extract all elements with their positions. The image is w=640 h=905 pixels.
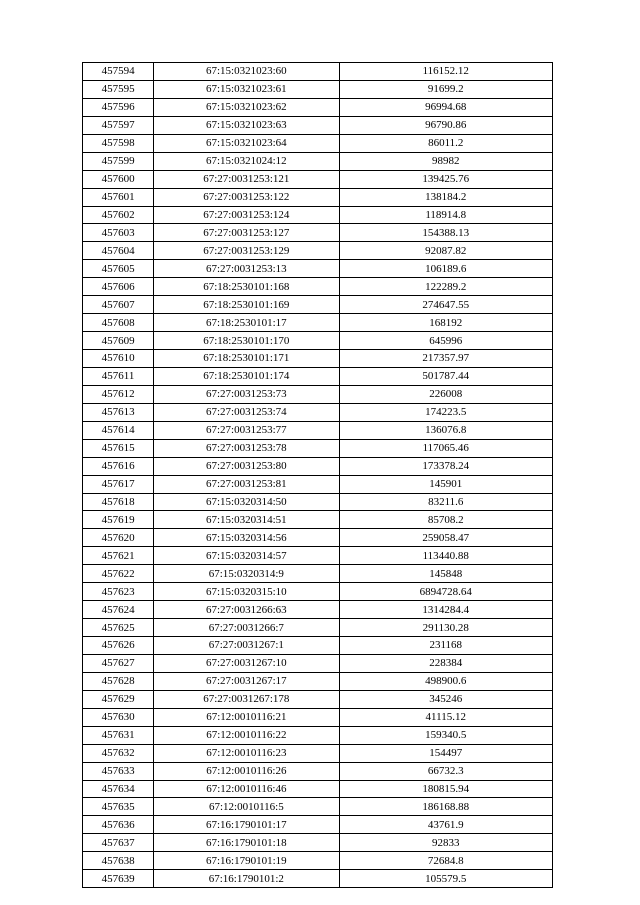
cadastral-number-cell: 67:16:1790101:2	[154, 870, 339, 888]
cadastral-number-cell: 67:16:1790101:18	[154, 834, 339, 852]
table-row	[83, 529, 553, 547]
cadastral-number-cell: 67:27:0031267:1	[154, 637, 339, 655]
row-id-cell: 457638	[83, 852, 154, 870]
cadastral-number-cell: 67:27:0031253:121	[154, 170, 339, 188]
row-id-cell: 457628	[83, 672, 154, 690]
cadastral-number-cell: 67:15:0320314:9	[154, 565, 339, 583]
cadastral-number-cell: 67:15:0321023:64	[154, 134, 339, 152]
table-body	[83, 63, 553, 888]
value-cell: 274647.55	[339, 296, 552, 314]
cadastral-number-cell: 67:27:0031253:80	[154, 457, 339, 475]
row-id-cell: 457604	[83, 242, 154, 260]
cadastral-number-cell: 67:15:0320314:56	[154, 529, 339, 547]
row-id-cell: 457631	[83, 726, 154, 744]
cadastral-number-cell: 67:12:0010116:26	[154, 762, 339, 780]
table-row	[83, 385, 553, 403]
value-cell: 259058.47	[339, 529, 552, 547]
table-row	[83, 170, 553, 188]
table-row	[83, 672, 553, 690]
value-cell: 226008	[339, 385, 552, 403]
value-cell: 345246	[339, 690, 552, 708]
value-cell: 96790.86	[339, 116, 552, 134]
table-row	[83, 367, 553, 385]
cadastral-number-cell: 67:27:0031253:73	[154, 385, 339, 403]
cadastral-number-cell: 67:16:1790101:19	[154, 852, 339, 870]
value-cell: 118914.8	[339, 206, 552, 224]
row-id-cell: 457639	[83, 870, 154, 888]
cadastral-number-cell: 67:15:0320314:50	[154, 493, 339, 511]
row-id-cell: 457622	[83, 565, 154, 583]
row-id-cell: 457599	[83, 152, 154, 170]
data-table	[82, 62, 553, 888]
row-id-cell: 457624	[83, 601, 154, 619]
value-cell: 92087.82	[339, 242, 552, 260]
table-row	[83, 152, 553, 170]
cadastral-number-cell: 67:27:0031253:74	[154, 403, 339, 421]
table-row	[83, 350, 553, 368]
cadastral-number-cell: 67:15:0321023:61	[154, 80, 339, 98]
value-cell: 106189.6	[339, 260, 552, 278]
cadastral-number-cell: 67:27:0031253:13	[154, 260, 339, 278]
table-row	[83, 188, 553, 206]
cadastral-number-cell: 67:27:0031266:63	[154, 601, 339, 619]
cadastral-number-cell: 67:15:0321024:12	[154, 152, 339, 170]
cadastral-number-cell: 67:18:2530101:168	[154, 278, 339, 296]
row-id-cell: 457629	[83, 690, 154, 708]
table-row	[83, 314, 553, 332]
table-row	[83, 583, 553, 601]
row-id-cell: 457611	[83, 367, 154, 385]
cadastral-number-cell: 67:18:2530101:174	[154, 367, 339, 385]
row-id-cell: 457626	[83, 637, 154, 655]
table-row	[83, 726, 553, 744]
row-id-cell: 457595	[83, 80, 154, 98]
table-row	[83, 511, 553, 529]
value-cell: 138184.2	[339, 188, 552, 206]
cadastral-number-cell: 67:27:0031253:129	[154, 242, 339, 260]
value-cell: 6894728.64	[339, 583, 552, 601]
value-cell: 231168	[339, 637, 552, 655]
cadastral-number-cell: 67:12:0010116:46	[154, 780, 339, 798]
row-id-cell: 457610	[83, 350, 154, 368]
value-cell: 136076.8	[339, 421, 552, 439]
value-cell: 43761.9	[339, 816, 552, 834]
cadastral-number-cell: 67:27:0031267:17	[154, 672, 339, 690]
row-id-cell: 457623	[83, 583, 154, 601]
value-cell: 228384	[339, 654, 552, 672]
cadastral-number-cell: 67:27:0031253:124	[154, 206, 339, 224]
value-cell: 174223.5	[339, 403, 552, 421]
table-row	[83, 637, 553, 655]
row-id-cell: 457608	[83, 314, 154, 332]
value-cell: 154388.13	[339, 224, 552, 242]
cadastral-number-cell: 67:27:0031253:78	[154, 439, 339, 457]
cadastral-number-cell: 67:15:0320315:10	[154, 583, 339, 601]
cadastral-number-cell: 67:12:0010116:22	[154, 726, 339, 744]
value-cell: 173378.24	[339, 457, 552, 475]
row-id-cell: 457596	[83, 98, 154, 116]
cadastral-number-cell: 67:15:0321023:60	[154, 63, 339, 81]
table-row	[83, 493, 553, 511]
table-row	[83, 654, 553, 672]
row-id-cell: 457632	[83, 744, 154, 762]
row-id-cell: 457609	[83, 332, 154, 350]
table-row	[83, 457, 553, 475]
value-cell: 96994.68	[339, 98, 552, 116]
row-id-cell: 457635	[83, 798, 154, 816]
row-id-cell: 457617	[83, 475, 154, 493]
row-id-cell: 457597	[83, 116, 154, 134]
row-id-cell: 457598	[83, 134, 154, 152]
table-row	[83, 278, 553, 296]
value-cell: 145848	[339, 565, 552, 583]
value-cell: 180815.94	[339, 780, 552, 798]
value-cell: 501787.44	[339, 367, 552, 385]
value-cell: 186168.88	[339, 798, 552, 816]
row-id-cell: 457602	[83, 206, 154, 224]
value-cell: 498900.6	[339, 672, 552, 690]
row-id-cell: 457603	[83, 224, 154, 242]
cadastral-number-cell: 67:27:0031253:81	[154, 475, 339, 493]
table-row	[83, 547, 553, 565]
cadastral-number-cell: 67:18:2530101:171	[154, 350, 339, 368]
value-cell: 159340.5	[339, 726, 552, 744]
cadastral-number-cell: 67:15:0320314:51	[154, 511, 339, 529]
cadastral-number-cell: 67:12:0010116:5	[154, 798, 339, 816]
value-cell: 83211.6	[339, 493, 552, 511]
table-row	[83, 80, 553, 98]
cadastral-number-cell: 67:18:2530101:17	[154, 314, 339, 332]
table-row	[83, 116, 553, 134]
table-row	[83, 98, 553, 116]
cadastral-number-cell: 67:18:2530101:169	[154, 296, 339, 314]
row-id-cell: 457620	[83, 529, 154, 547]
value-cell: 85708.2	[339, 511, 552, 529]
value-cell: 122289.2	[339, 278, 552, 296]
row-id-cell: 457625	[83, 619, 154, 637]
table-row	[83, 421, 553, 439]
table-row	[83, 475, 553, 493]
value-cell: 168192	[339, 314, 552, 332]
table-row	[83, 762, 553, 780]
cadastral-number-cell: 67:12:0010116:23	[154, 744, 339, 762]
row-id-cell: 457636	[83, 816, 154, 834]
table-row	[83, 798, 553, 816]
cadastral-number-cell: 67:12:0010116:21	[154, 708, 339, 726]
table-row	[83, 852, 553, 870]
value-cell: 139425.76	[339, 170, 552, 188]
table-row	[83, 744, 553, 762]
row-id-cell: 457637	[83, 834, 154, 852]
row-id-cell: 457605	[83, 260, 154, 278]
table-row	[83, 690, 553, 708]
cadastral-number-cell: 67:16:1790101:17	[154, 816, 339, 834]
value-cell: 92833	[339, 834, 552, 852]
cadastral-number-cell: 67:27:0031266:7	[154, 619, 339, 637]
value-cell: 66732.3	[339, 762, 552, 780]
table-row	[83, 708, 553, 726]
value-cell: 72684.8	[339, 852, 552, 870]
row-id-cell: 457616	[83, 457, 154, 475]
table-row	[83, 206, 553, 224]
row-id-cell: 457600	[83, 170, 154, 188]
value-cell: 98982	[339, 152, 552, 170]
row-id-cell: 457607	[83, 296, 154, 314]
cadastral-number-cell: 67:27:0031253:122	[154, 188, 339, 206]
cadastral-number-cell: 67:15:0320314:57	[154, 547, 339, 565]
row-id-cell: 457615	[83, 439, 154, 457]
row-id-cell: 457633	[83, 762, 154, 780]
value-cell: 117065.46	[339, 439, 552, 457]
table-row	[83, 870, 553, 888]
table-row	[83, 296, 553, 314]
value-cell: 291130.28	[339, 619, 552, 637]
value-cell: 217357.97	[339, 350, 552, 368]
value-cell: 1314284.4	[339, 601, 552, 619]
table-row	[83, 780, 553, 798]
table-row	[83, 224, 553, 242]
value-cell: 116152.12	[339, 63, 552, 81]
table-row	[83, 260, 553, 278]
row-id-cell: 457627	[83, 654, 154, 672]
table-row	[83, 565, 553, 583]
row-id-cell: 457594	[83, 63, 154, 81]
row-id-cell: 457621	[83, 547, 154, 565]
cadastral-number-cell: 67:27:0031253:77	[154, 421, 339, 439]
cadastral-number-cell: 67:27:0031267:178	[154, 690, 339, 708]
value-cell: 645996	[339, 332, 552, 350]
row-id-cell: 457601	[83, 188, 154, 206]
value-cell: 41115.12	[339, 708, 552, 726]
row-id-cell: 457618	[83, 493, 154, 511]
table-row	[83, 816, 553, 834]
row-id-cell: 457634	[83, 780, 154, 798]
table-row	[83, 619, 553, 637]
row-id-cell: 457619	[83, 511, 154, 529]
table-row	[83, 242, 553, 260]
table-row	[83, 63, 553, 81]
value-cell: 154497	[339, 744, 552, 762]
table-row	[83, 332, 553, 350]
row-id-cell: 457630	[83, 708, 154, 726]
row-id-cell: 457606	[83, 278, 154, 296]
cadastral-number-cell: 67:27:0031253:127	[154, 224, 339, 242]
value-cell: 105579.5	[339, 870, 552, 888]
table-row	[83, 834, 553, 852]
value-cell: 113440.88	[339, 547, 552, 565]
value-cell: 91699.2	[339, 80, 552, 98]
value-cell: 145901	[339, 475, 552, 493]
row-id-cell: 457613	[83, 403, 154, 421]
cadastral-number-cell: 67:15:0321023:63	[154, 116, 339, 134]
table-row	[83, 403, 553, 421]
row-id-cell: 457612	[83, 385, 154, 403]
table-row	[83, 601, 553, 619]
cadastral-number-cell: 67:18:2530101:170	[154, 332, 339, 350]
table-row	[83, 134, 553, 152]
value-cell: 86011.2	[339, 134, 552, 152]
row-id-cell: 457614	[83, 421, 154, 439]
cadastral-number-cell: 67:15:0321023:62	[154, 98, 339, 116]
table-row	[83, 439, 553, 457]
cadastral-number-cell: 67:27:0031267:10	[154, 654, 339, 672]
